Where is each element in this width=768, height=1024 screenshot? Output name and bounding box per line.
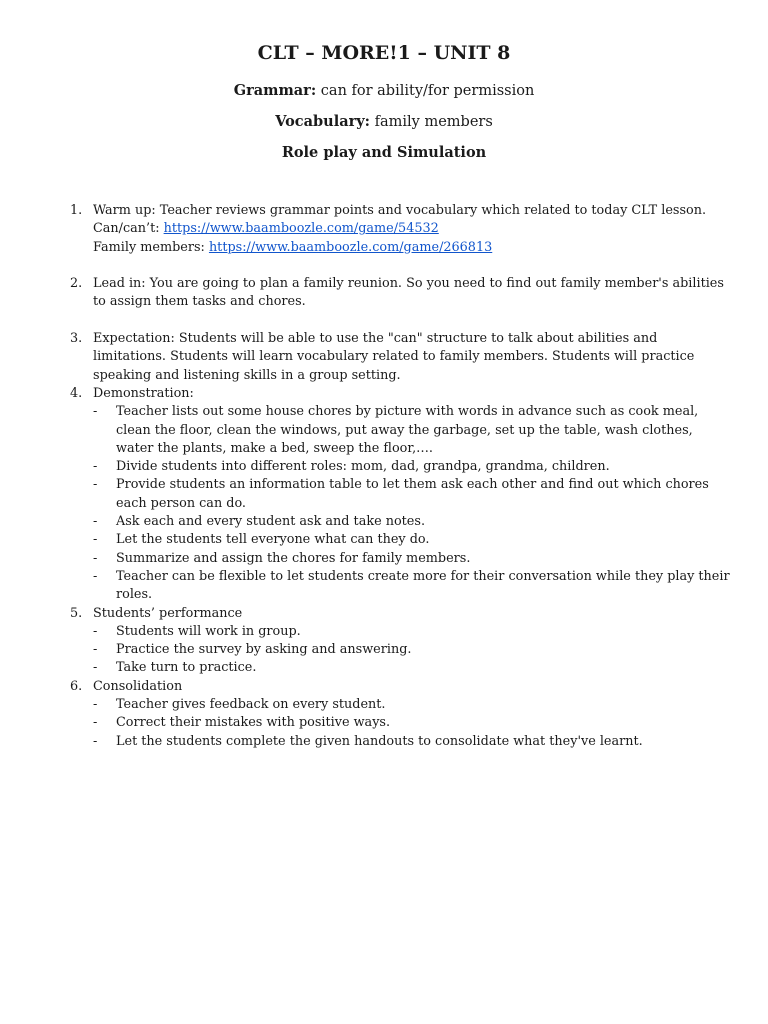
bullet-dash: - bbox=[93, 660, 98, 676]
bullet-dash: - bbox=[93, 568, 98, 584]
step-text: Demonstration: bbox=[93, 385, 194, 401]
vocabulary-value: family members bbox=[374, 114, 493, 130]
vocabulary-line bbox=[0, 113, 768, 130]
list-item-text: Correct their mistakes with positive ways. bbox=[116, 715, 391, 731]
list-item bbox=[93, 568, 730, 605]
step-number: 2. bbox=[70, 276, 83, 292]
grammar-line bbox=[0, 82, 768, 99]
step-number: 5. bbox=[70, 605, 83, 621]
list-item-text: Let the students complete the given handouts to consolidate what they've learnt. bbox=[116, 733, 643, 749]
bullet-dash: - bbox=[93, 459, 98, 475]
bullet-dash: - bbox=[93, 514, 98, 530]
list-item-text: Divide students into different roles: mom, dad, grandpa, grandma, children. bbox=[116, 459, 610, 475]
bullet-dash: - bbox=[93, 623, 98, 639]
step-lead-in bbox=[70, 275, 730, 312]
family-members-link[interactable]: https://www.baamboozle.com/game/266813 bbox=[208, 239, 493, 255]
bullet-dash: - bbox=[93, 550, 98, 566]
list-item-text: Teacher can be flexible to let students create more for their conversation while they play their roles. bbox=[116, 568, 730, 603]
grammar-label: Grammar: bbox=[233, 82, 317, 99]
can-cant-link[interactable]: https://www.baamboozle.com/game/54532 bbox=[163, 221, 439, 237]
list-item bbox=[93, 659, 730, 677]
step-consolidation bbox=[70, 678, 730, 751]
bullet-dash: - bbox=[93, 715, 98, 731]
grammar-value: can for ability/for permission bbox=[320, 83, 535, 99]
list-item-text: Teacher gives feedback on every student. bbox=[116, 697, 386, 713]
list-item bbox=[93, 531, 730, 549]
family-members-line bbox=[93, 239, 730, 257]
list-item bbox=[93, 403, 730, 458]
lesson-steps bbox=[70, 202, 730, 751]
bullet-dash: - bbox=[93, 642, 98, 658]
list-item-text: Let the students tell everyone what can they do. bbox=[116, 532, 430, 548]
list-item-text: Practice the survey by asking and answering. bbox=[116, 642, 412, 658]
step-students-performance bbox=[70, 605, 730, 678]
step-text: Lead in: You are going to plan a family reunion. So you need to find out family member's abilities to assign them tasks and chores. bbox=[93, 276, 724, 310]
list-item-text: Take turn to practice. bbox=[116, 660, 257, 676]
bullet-dash: - bbox=[93, 733, 98, 749]
step-text: Consolidation bbox=[93, 678, 183, 694]
bullet-dash: - bbox=[93, 697, 98, 713]
list-item bbox=[93, 458, 730, 476]
list-item-text: Summarize and assign the chores for family members. bbox=[116, 550, 471, 566]
step-text: Warm up: Teacher reviews grammar points and vocabulary which related to today CLT lesson. bbox=[93, 203, 707, 218]
activity-title: Role play and Simulation bbox=[281, 144, 487, 161]
step-text: Expectation: Students will be able to use the "can" structure to talk about abilities and limitations. Students will learn vocabulary related to family members. Students will practice speaking and listening skills in a group setting. bbox=[93, 331, 695, 383]
list-item bbox=[93, 623, 730, 641]
vocabulary-label: Vocabulary: bbox=[275, 113, 371, 130]
page-title: CLT – MORE!1 – UNIT 8 bbox=[257, 42, 511, 64]
step-number: 3. bbox=[70, 331, 83, 347]
bullet-dash: - bbox=[93, 532, 98, 548]
list-item bbox=[93, 550, 730, 568]
list-item-text: Ask each and every student ask and take notes. bbox=[116, 514, 426, 530]
bullet-dash: - bbox=[93, 477, 98, 493]
list-item bbox=[93, 513, 730, 531]
step-warm-up bbox=[70, 202, 730, 257]
list-item-text: Teacher lists out some house chores by picture with words in advance such as cook meal, clean the floor, clean the windows, put away the garbage, set up the table, wash clothes, water the plants, make a bed, sweep the floor,…. bbox=[116, 404, 699, 456]
step-number: 1. bbox=[70, 203, 83, 218]
can-cant-line bbox=[93, 220, 730, 238]
family-members-label: Family members: bbox=[93, 239, 209, 255]
list-item bbox=[93, 714, 730, 732]
list-item bbox=[93, 476, 730, 513]
list-item bbox=[93, 733, 730, 751]
step-number: 6. bbox=[70, 678, 83, 694]
step-expectation bbox=[70, 330, 730, 385]
list-item-text: Students will work in group. bbox=[116, 623, 301, 639]
list-item bbox=[93, 696, 730, 714]
step-demonstration bbox=[70, 385, 730, 605]
bullet-dash: - bbox=[93, 404, 98, 420]
can-cant-label: Can/can’t: bbox=[93, 221, 164, 237]
step-number: 4. bbox=[70, 385, 83, 401]
step-text: Students’ performance bbox=[93, 605, 243, 621]
list-item-text: Provide students an information table to let them ask each other and find out which chores each person can do. bbox=[116, 477, 709, 511]
list-item bbox=[93, 641, 730, 659]
